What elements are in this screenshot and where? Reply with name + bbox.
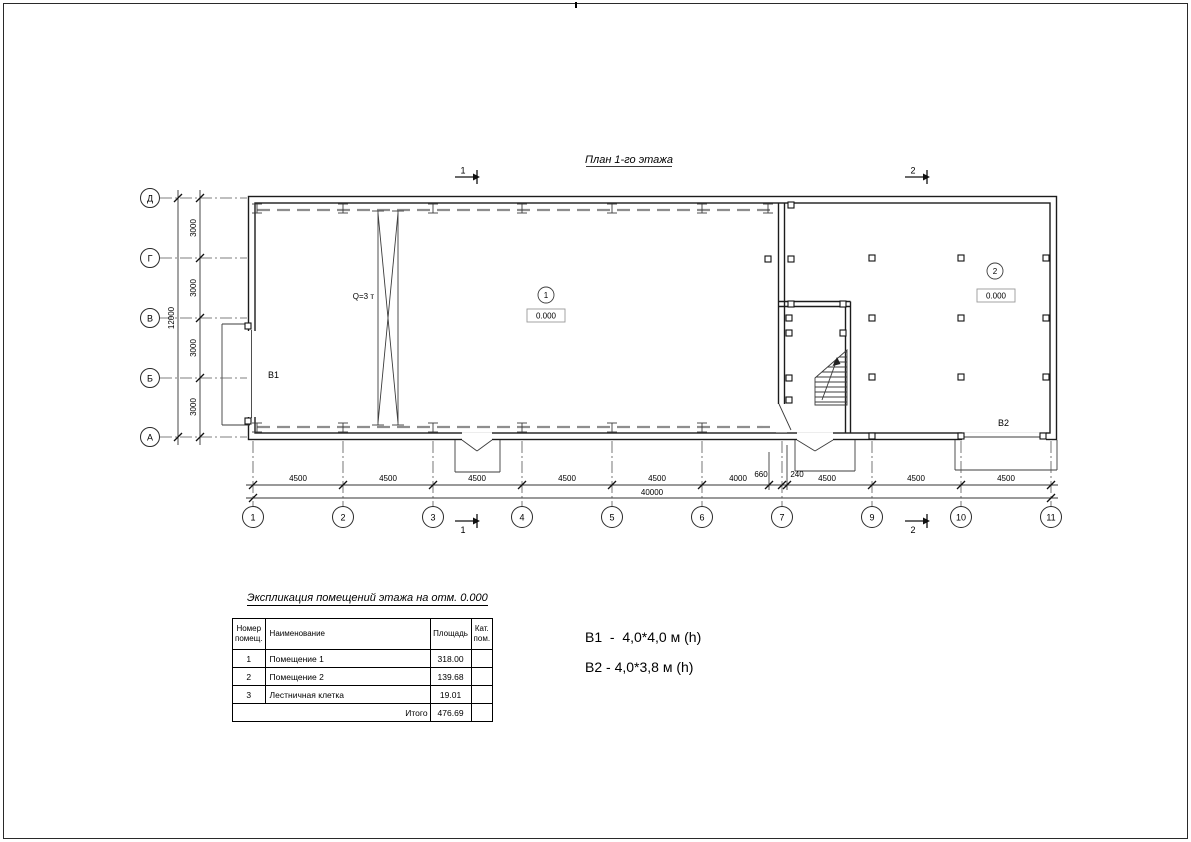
cell-room-category bbox=[471, 686, 493, 704]
gate-b2-label: В2 bbox=[998, 418, 1010, 428]
stair-flight bbox=[810, 350, 850, 405]
table-total-row bbox=[233, 704, 493, 722]
svg-text:4500: 4500 bbox=[907, 474, 925, 483]
cell-room-name: Лестничная клетка bbox=[265, 686, 430, 704]
cell-room-name: Помещение 2 bbox=[265, 668, 430, 686]
porches-and-ramps bbox=[222, 324, 1057, 472]
square-column-marks bbox=[245, 202, 1049, 439]
detail-dim-660: 660 bbox=[754, 470, 768, 479]
svg-text:А: А bbox=[146, 432, 154, 443]
total-category bbox=[471, 704, 493, 722]
header-category: Кат. пом. bbox=[471, 619, 493, 650]
room-1-tag bbox=[527, 287, 565, 322]
svg-text:6: 6 bbox=[699, 512, 705, 523]
cell-room-name: Помещение 1 bbox=[265, 650, 430, 668]
header-area: Площадь bbox=[430, 619, 471, 650]
cell-room-area: 19.01 bbox=[430, 686, 471, 704]
svg-text:2: 2 bbox=[340, 512, 346, 523]
wall-openings bbox=[247, 331, 1046, 442]
section-mark-1-bottom bbox=[455, 514, 480, 535]
header-name: Наименование bbox=[265, 619, 430, 650]
svg-text:5: 5 bbox=[609, 512, 615, 523]
sheet-border bbox=[4, 4, 1188, 839]
plan-title: План 1-го этажа bbox=[585, 154, 673, 166]
cell-room-category bbox=[471, 650, 493, 668]
svg-text:4500: 4500 bbox=[558, 474, 576, 483]
table-header-row bbox=[233, 619, 493, 650]
explication-title: Экспликация помещений этажа на отм. 0.000 bbox=[247, 592, 488, 604]
svg-text:Б: Б bbox=[147, 373, 153, 384]
gate-note-b1: В1 - 4,0*4,0 м (h) bbox=[585, 629, 702, 645]
svg-text:4500: 4500 bbox=[648, 474, 666, 483]
total-value: 476.69 bbox=[430, 704, 471, 722]
vertical-dimensions bbox=[167, 190, 204, 445]
svg-text:9: 9 bbox=[869, 512, 875, 523]
svg-text:3: 3 bbox=[430, 512, 436, 523]
svg-text:1: 1 bbox=[250, 512, 256, 523]
explication-table bbox=[232, 618, 493, 722]
room-2-tag bbox=[977, 263, 1015, 302]
horizontal-dimensions bbox=[246, 445, 1058, 502]
svg-text:7: 7 bbox=[779, 512, 785, 523]
row-axis-bubbles bbox=[141, 189, 160, 447]
svg-text:2: 2 bbox=[992, 267, 998, 276]
svg-text:4500: 4500 bbox=[818, 474, 836, 483]
building-walls bbox=[249, 197, 1057, 440]
cell-room-number: 3 bbox=[233, 686, 266, 704]
svg-text:4: 4 bbox=[519, 512, 525, 523]
svg-text:3000: 3000 bbox=[189, 219, 198, 237]
column-marks bbox=[252, 204, 773, 432]
total-height-dim: 12000 bbox=[167, 306, 176, 330]
svg-text:В: В bbox=[146, 313, 154, 324]
section-mark-2-top bbox=[905, 166, 930, 185]
room-2-level: 0.000 bbox=[985, 291, 1007, 301]
svg-text:1: 1 bbox=[460, 525, 466, 535]
crane-capacity-label: Q=3 т bbox=[352, 292, 374, 301]
cell-room-number: 1 bbox=[233, 650, 266, 668]
svg-text:3000: 3000 bbox=[189, 279, 198, 297]
column-axis-bubbles bbox=[243, 507, 1062, 528]
section-mark-2-bottom bbox=[905, 514, 930, 535]
table-row bbox=[233, 668, 493, 686]
svg-text:Д: Д bbox=[146, 193, 154, 204]
svg-text:1: 1 bbox=[460, 165, 466, 176]
svg-text:4500: 4500 bbox=[468, 474, 486, 483]
gate-note-b2: В2 - 4,0*3,8 м (h) bbox=[585, 659, 694, 675]
header-room-number: Номер помещ. bbox=[233, 619, 266, 650]
svg-text:4000: 4000 bbox=[729, 474, 747, 483]
cross-bracing bbox=[372, 211, 404, 425]
svg-text:3000: 3000 bbox=[189, 339, 198, 357]
cell-room-number: 2 bbox=[233, 668, 266, 686]
detail-dim-240: 240 bbox=[790, 470, 804, 479]
svg-text:4500: 4500 bbox=[997, 474, 1015, 483]
total-width-dim: 40000 bbox=[640, 488, 664, 497]
svg-text:10: 10 bbox=[955, 512, 967, 523]
svg-text:4500: 4500 bbox=[379, 474, 397, 483]
svg-text:2: 2 bbox=[910, 525, 916, 535]
cell-room-category bbox=[471, 668, 493, 686]
svg-text:4500: 4500 bbox=[289, 474, 307, 483]
table-row bbox=[233, 686, 493, 704]
table-row bbox=[233, 650, 493, 668]
gate-notes bbox=[585, 622, 701, 682]
svg-text:3000: 3000 bbox=[189, 398, 198, 416]
svg-text:2: 2 bbox=[910, 165, 916, 176]
room-1-level: 0.000 bbox=[535, 311, 557, 321]
gate-b1-label: В1 bbox=[268, 370, 280, 380]
section-mark-1-top bbox=[455, 166, 480, 185]
cell-room-area: 139.68 bbox=[430, 668, 471, 686]
svg-text:1: 1 bbox=[543, 291, 549, 300]
svg-text:11: 11 bbox=[1046, 512, 1056, 523]
crane-rails bbox=[257, 210, 776, 427]
total-label: Итого bbox=[233, 704, 431, 722]
svg-text:Г: Г bbox=[147, 253, 153, 264]
cell-room-area: 318.00 bbox=[430, 650, 471, 668]
